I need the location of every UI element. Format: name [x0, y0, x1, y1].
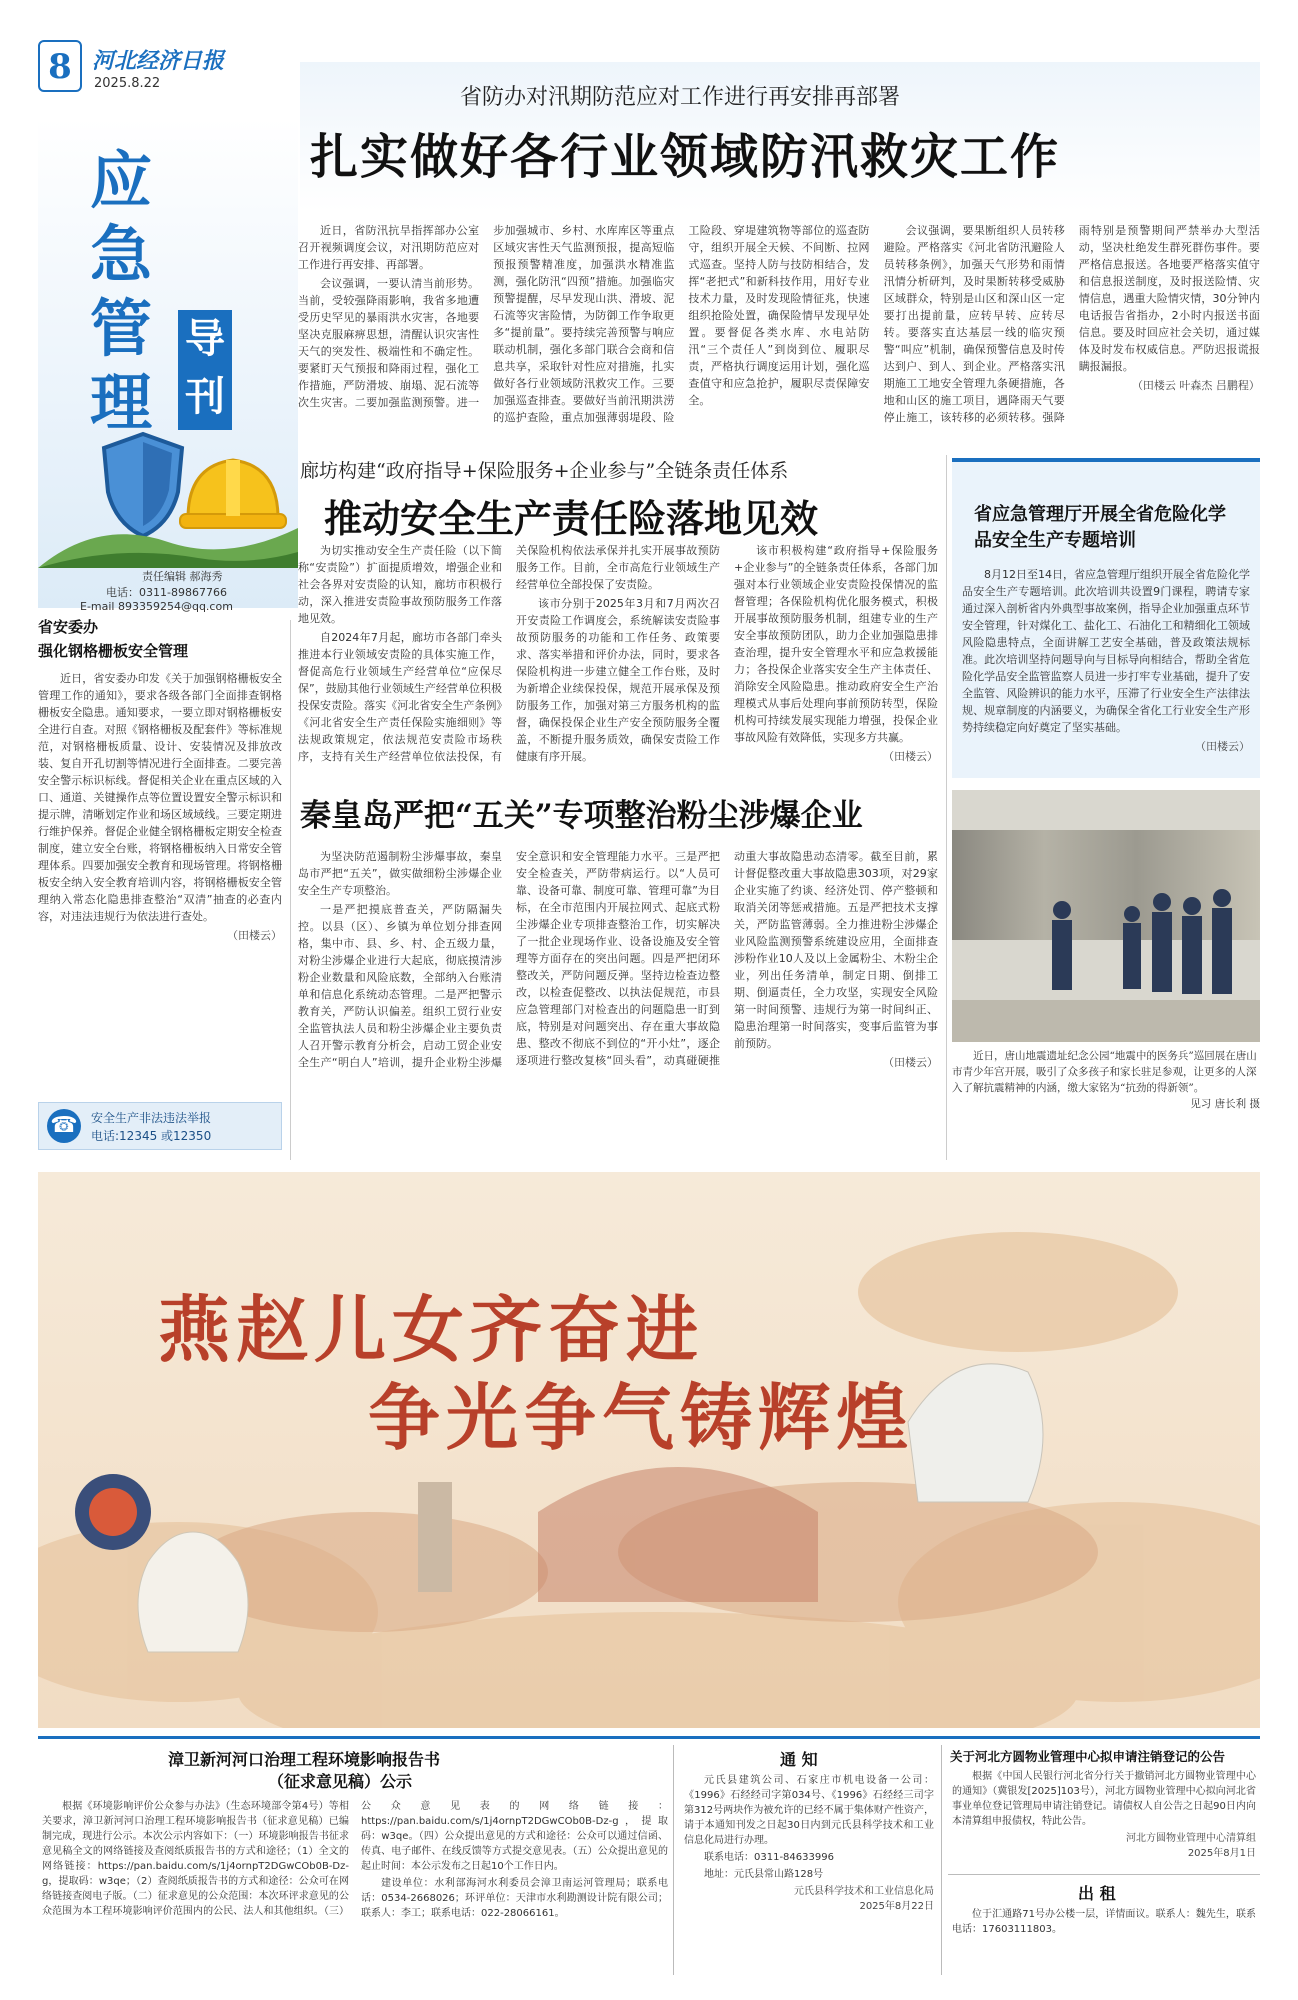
- tongzhi-address: 地址：元氏县常山路128号: [704, 1869, 824, 1880]
- insurance-header: [300, 452, 940, 541]
- qinhuangdao-paragraph: 一是严把摸底普查关，严防隔漏失控。以县（区）、乡镇为单位划分排查网格，集中市、县、乡、村、企五级力量，对粉尘涉爆企业进行大起底，彻底摸清涉粉企业数量和风险底数，全部纳入台账清单和信息化系统动态管理。二是严把警示教育关，严防认识偏差。组织工贸行业安全监管执法人员和粉尘涉爆企业主要负责人召开警示教育分析会，启动工贸企业安全生产“明白人”培训，提升企业粉尘涉爆安全意识和安全管理能力水平。三是严把安全检查关，严防带病运行。以“人员可靠、设备可靠、制度可靠、管理可靠”为目标，在全市范围内开展拉网式、起底式粉尘涉爆企业专项排查整治工作，切实解决了一批企业现场作业、设备设施及安全管理等方面存在的突出问题。四是严把闭环整改关，严防问题反弹。坚持边检查边整改，以检查促整改、以执法促规范，市县应急管理部门对检查出的问题隐患一盯到底，特别是对问题突出、存在重大事故隐患、整改不彻底不到位的“开小灶”，逐企逐项进行整改复核“回头看”，动真碰硬推动重大事故隐患动态清零。截至目前，累计督促整改重大事故隐患303项，对29家企业实施了约谈、经济处罚、停产整顿和取消关闭等惩戒措施。五是严把技术支撑关，严防监管薄弱。全力推进粉尘涉爆企业风险监测预警系统建设应用，全面排查涉粉作业10人及以上金属粉尘、木粉尘企业，列出任务清单，制定日期、倒排工期、倒逼责任，全力攻坚，实现安全风险第一时间预警、违规行为第一时间纠正、隐患治理第一时间落实，变事后监管为事前预防。: [298, 850, 938, 1069]
- tongzhi-signer: 元氏县科学技术和工业信息化局: [794, 1886, 934, 1897]
- notices-strip: [38, 1736, 1260, 1976]
- tongzhi-date: 2025年8月22日: [859, 1901, 934, 1912]
- sidebar-title-line1: 省安委办: [38, 618, 99, 636]
- paper-name: 河北经济日报: [92, 48, 225, 74]
- editor-credit: 责任编辑 郝海秀: [142, 570, 223, 583]
- notice-zhangwei: [38, 1745, 674, 1975]
- sidebar-byline: （田楼云）: [227, 929, 282, 942]
- zhangwei-title-line2: （征求意见稿）公示: [268, 1772, 413, 1791]
- issue-date: 2025.8.22: [94, 76, 161, 91]
- photo-caption: [952, 1048, 1260, 1158]
- chuzu-title: 出 租: [1078, 1884, 1116, 1903]
- qinhuangdao-paragraph: 为坚决防范遏制粉尘涉爆事故，秦皇岛市严把“五关”，做实做细粉尘涉爆企业安全生产专项整治。: [298, 850, 502, 897]
- banner-line2: 争光争气铸辉煌: [368, 1375, 915, 1460]
- caption-credit: 见习 唐长利 摄: [1190, 1098, 1260, 1110]
- column-divider: [290, 620, 291, 1160]
- wuye-signer: 河北方圆物业管理中心清算组: [1126, 1833, 1256, 1844]
- insurance-paragraph: 自2024年7月起，廊坊市各部门牵头推进本行业领域安责险的具体实施工作，督促高危行业领域生产经营单位“应保尽保”，鼓励其他行业领域生产经营单位积极投保安责险。落实《河北省安全生产条例》《河北省安全生产责任保险实施细则》等法规政策规定，依法规范安责险市场秩序，支持有关生产经营单位依法投保，有关保险机构依法承保并扎实开展事故预防服务工作。目前，全市高危行业领域生产经营单位全部投保了安责险。: [298, 544, 720, 763]
- sidebar-body: [38, 670, 282, 1080]
- chuzu-paragraph: 位于汇通路71号办公楼一层，详情面议。联系人：魏先生，联系电话：17603111803。: [952, 1909, 1256, 1935]
- insurance-byline: （田楼云）: [883, 750, 938, 763]
- sidebar-paragraph: 近日，省安委办印发《关于加强钢格栅板安全管理工作的通知》，要求各级各部门全面排查钢格栅板安全隐患。通知要求，一要立即对钢格栅板安全进行自查。对照《钢格栅板及配套件》等标准规范，对钢格栅板质量、设计、安装情况及排放改装、复自开孔切割等情况进行全面排查。二要完善安全警示标识标线。督促相关企业在重点区域的入口、通道、关键操作点等位置设置安全警示标识和提示牌，清晰划定作业和场区域域线。三要定期进行维护保养。督促企业健全钢格栅板定期安全检查制度，建立安全台账，将钢格栅板纳入日常安全管理体系。四要加强安全教育和现场管理。将钢格栅板安全纳入安全教育培训内容，将钢格栅板安全管理纳入常态化隐患排查整治“双清”抽查的必查内容，对违法违规行为依法进行查处。: [38, 672, 282, 923]
- insurance-paragraph: 该市分别于2025年3月和7月两次召开安责险工作调度会，系统解读安责险事故预防服务的功能和工作任务、政策要求、落实举措和评价办法，同时，要求各保险机构进一步建立健全工作台账，及时为新增企业续保投保，规范开展承保及预防服务工作，加强对第三方服务机构的监督，确保投保企业生产安全预防服务全覆盖，不断提升服务质效，确保安责险工作健康有序开展。: [516, 597, 720, 763]
- insurance-paragraph: 该市积极构建“政府指导+保险服务+企业参与”的全链条责任体系，各部门加强对本行业领域企业安责险投保情况的监督管理；各保险机构优化服务模式，积极开展事故预防服务机制，组建专业的生产安全事故预防团队，助力企业加强隐患排查治理，提升安全管理水平和应急救援能力；各投保企业落实安全生产主体责任、消除安全风险隐患。推动政府安全生产治理模式从事后处理向事前预防转型，保险机构可持续发展实现能力增强，投保企业事故风险有效降低，实现多方共赢。: [734, 544, 938, 744]
- chuzu-body: [952, 1907, 1256, 1967]
- wuye-body: [952, 1769, 1256, 1873]
- lead-paragraph: 近日，省防汛抗旱指挥部办公室召开视频调度会议，对汛期防范应对工作进行再安排、再部署。: [298, 224, 480, 271]
- column-tag: 导刊: [178, 310, 232, 430]
- caption-text: 近日，唐山地震遗址纪念公园“地震中的医务兵”巡回展在唐山市青少年宫开展，吸引了众多孩子和家长驻足参观，让更多的人深入了解抗震精神的内涵，缴大家铭为“抗劲的得新领”。: [952, 1050, 1257, 1094]
- wuye-title: 关于河北方圆物业管理中心拟申请注销登记的公告: [950, 1749, 1226, 1764]
- qinhuangdao-body: [298, 848, 938, 1158]
- masthead: [38, 40, 338, 110]
- column-divider: [946, 455, 947, 1160]
- notice-wuye: [948, 1745, 1260, 1875]
- landscape-illustration: [38, 508, 298, 568]
- lead-body: [298, 222, 1260, 444]
- tongzhi-body: [684, 1773, 934, 1973]
- wuye-date: 2025年8月1日: [1187, 1848, 1256, 1859]
- hotline-box: [38, 1102, 282, 1150]
- phone-icon: ☎: [47, 1109, 81, 1143]
- lead-header: [300, 62, 1260, 212]
- editor-phone: 电话：0311-89867766: [106, 586, 227, 599]
- hotline-phone: 电话:12345 或12350: [91, 1129, 212, 1143]
- tongzhi-title: 通 知: [780, 1750, 818, 1769]
- banner-line1: 燕赵儿女齐奋进: [158, 1287, 705, 1372]
- hotline-label: 安全生产非法违法举报: [91, 1111, 212, 1125]
- insurance-body: [298, 542, 938, 782]
- column-header: [38, 118, 298, 613]
- zhangwei-contact: 建设单位：水利部海河水利委员会漳卫南运河管理局；联系电话：0534-2668026；环评单位：天津市水利勘测设计院有限公司；联系人：李工；联系电话：022-28066161。: [361, 1878, 668, 1919]
- training-byline: （田楼云）: [1195, 740, 1250, 753]
- zhangwei-paragraph: 根据《环境影响评价公众参与办法》（生态环境部令第4号）等相关要求，漳卫新河河口治理工程环境影响报告书（征求意见稿）已编制完成，现进行公示。本次公示内容如下：（一）环境影响报告书征求意见稿全文的网络链接及查阅纸质报告书的方式和途径；（1）全文的网络链接：https://pan.baidu.com/s/1j4ornpT2DGwCOb0B-Dz-g，提取码：w3qe；（2）查阅纸质报告书的方式和途径：公众可在网络链接查阅电子版。（二）征求意见的公众范围：本次环评求意见的公众范围为本工程环境影响评价范围内的公民、法人和其他组织。（三）公众意见表的网络链接：https://pan.baidu.com/s/1j4ornpT2DGwCOb0B-Dz-g，提取码：w3qe。（四）公众提出意见的方式和途径：公众可以通过信函、传真、电子邮件、在线反馈等方式提交意见表。（五）公众提出意见的起止时间：本公示发布之日起10个工作日内。: [42, 1801, 668, 1917]
- notice-chuzu: [948, 1879, 1260, 1975]
- sidebar-title-line2: 强化钢格栅板安全管理: [38, 642, 189, 660]
- training-box: [952, 458, 1260, 778]
- visitors-illustration: [952, 880, 1260, 1042]
- lead-title: 扎实做好各行业领域防汛救灾工作: [310, 129, 1061, 185]
- editor-email: E-mail 893359254@qq.com: [80, 600, 233, 613]
- news-photo: [952, 790, 1260, 1042]
- lead-byline: （田楼云 叶森杰 吕鹏程）: [1131, 379, 1260, 392]
- page-number: 8: [38, 40, 82, 92]
- insurance-paragraph: 为切实推动安全生产责任险（以下简称“安责险”）扩面提质增效，增强企业和社会各界对安责险的认知，廊坊市积极行动，深入推进安责险事故预防服务工作落地见效。: [298, 544, 502, 625]
- training-title: 省应急管理厅开展全省危险化学品安全生产专题培训: [974, 504, 1226, 551]
- qinhuangdao-title: 秦皇岛严把“五关”专项整治粉尘涉爆企业: [300, 798, 863, 834]
- lead-paragraph: 会议强调，一要认清当前形势。当前，受较强降雨影响，我省多地遭受历史罕见的暴雨洪水灾害，各地要坚决克服麻痹思想，清醒认识灾害性天气的突发性、极端性和不确定性。要紧盯天气预报和降雨过程，强化工作措施，严防滑坡、崩塌、泥石流等次生灾害。二要加强监测预警。进一步加强城市、乡村、水库库区等重点区域灾害性天气监测预报，提高短临预报预警精准度，加强洪水精准监测，强化防汛“四预”措施。加强临灾预警提醒，尽早发现山洪、滑坡、泥石流等灾害险情，为防御工作争取更多“提前量”。要持续完善预警与响应联动机制，强化多部门联合会商和信息共享，采取针对性应对措施，扎实做好各行业领域防汛救灾工作。三要加强巡查排查。要做好当前汛期洪涝的巡护查险，重点加强薄弱堤段、险工险段、穿堤建筑物等部位的巡查防守，组织开展全天候、不间断、拉网式巡查。坚持人防与技防相结合，发挥“老把式”和新科技作用，用好专业技术力量，及时发现险情征兆，快速组织抢险处置，确保险情早发现早处置。要督促各类水库、水电站防汛“三个责任人”到岗到位、履职尽责，严格执行调度运用计划，强化巡查值守和应急抢护，履职尽责保障安全。: [298, 224, 870, 424]
- training-body: [962, 566, 1250, 772]
- lead-kicker: 省防办对汛期防范应对工作进行再安排再部署: [460, 85, 901, 110]
- training-paragraph: 8月12日至14日，省应急管理厅组织开展全省危险化学品安全生产专题培训。此次培训共设置9门课程，聘请专家通过深入剖析省内外典型事故案例，指导企业加强重点环节安全管理，针对煤化工、盐化工、石油化工和精细化工领域风险隐患特点，全面讲解工艺安全基础，普及政策法规标准。此次培训坚持问题导向与目标导向相结合，帮助全省危险化学品安全监管监察人员进一步打牢专业基础，提升了安全监管、风险辨识的能力水平，压滞了行业安全生产法律法规、规章制度的内涵要义，为确保全省化工行业安全生产形势持续稳定向好奠定了坚实基础。: [962, 568, 1250, 734]
- insurance-title: 推动安全生产责任险落地见效: [324, 496, 819, 541]
- sidebar-news: [38, 612, 282, 1162]
- column-title: 应急管理: [90, 144, 155, 439]
- wuye-paragraph: 根据《中国人民银行河北省分行关于撤销河北方圆物业管理中心的通知》（冀银发[2025]103号），河北方圆物业管理中心拟向河北省事业单位登记管理局申请注销登记。请债权人自公告之日起90日内向本清算组申报债权，特此公告。: [952, 1771, 1256, 1827]
- notice-tongzhi: [680, 1745, 942, 1975]
- zhangwei-title-line1: 漳卫新河河口治理工程环境影响报告书: [168, 1750, 441, 1769]
- qinhuangdao-byline: （田楼云）: [883, 1056, 938, 1069]
- tongzhi-contact: 联系电话：0311-84633996: [704, 1852, 834, 1863]
- insurance-kicker: 廊坊构建“政府指导+保险服务+企业参与”全链条责任体系: [300, 460, 789, 482]
- promo-banner: [38, 1172, 1260, 1728]
- lead-paragraph: 会议强调，要果断组织人员转移避险。严格落实《河北省防汛避险人员转移条例》，加强天气形势和雨情汛情分析研判，及时果断转移受威胁区域群众，特别是山区和深山区一定要打出提前量，应转早转、应转尽转。要落实直达基层一线的临灾预警“叫应”机制，确保预警信息及时传达到户、到人、到企业。严格落实汛期施工工地安全管理九条硬措施，各地和山区的施工项目，遇降雨天气要停止施工，该转移的必须转移。强降雨特别是预警期间严禁举办大型活动，坚决杜绝发生群死群伤事件。要严格信息报送。各地要严格落实值守和信息报送制度，及时报送险情、灾情信息，遇重大险情灾情，30分钟内电话报告省指办，2小时内报送书面信息。要及时回应社会关切，通过媒体及时发布权威信息。严防迟报谎报瞒报漏报。: [883, 224, 1260, 424]
- training-accent: [952, 458, 1260, 462]
- zhangwei-body: [42, 1799, 668, 1971]
- tongzhi-paragraph: 元氏县建筑公司、石家庄市机电设备一公司：《1996》石经经司字第034号、《1996》石经经三司字第312号两块作为被允许的已经不属于集体财产性资产，请于本通知刊发之日起30日内到元氏县科学技术和工业信息化局进行办理。: [684, 1775, 934, 1846]
